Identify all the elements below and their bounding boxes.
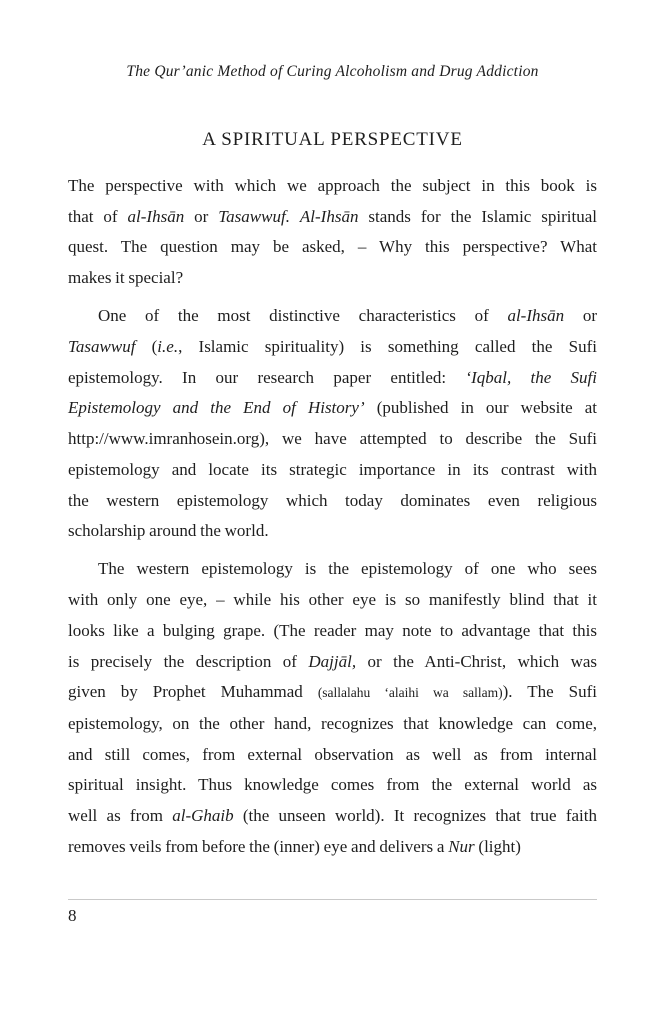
italic-text: al-Ghaib (172, 806, 234, 826)
paragraph (68, 301, 597, 547)
text-segment (290, 207, 300, 226)
text-line (68, 801, 597, 832)
text-segment: with only one eye, – while his other eye is so manifestly blind that it (68, 590, 597, 610)
text-segment: http://www.imranhosein.org), we have attempted to describe the Sufi (68, 429, 597, 449)
text-line (68, 554, 597, 585)
text-line (68, 647, 597, 678)
text-line (68, 585, 597, 616)
text-line (68, 770, 597, 801)
text-line (68, 263, 597, 294)
paragraph (68, 171, 597, 294)
italic-text: Tasawwuf. (218, 206, 290, 226)
text-segment: that of (68, 206, 128, 226)
text-segment: , Islamic spirituality) is something called the Sufi (178, 337, 597, 357)
text-line (68, 516, 597, 547)
text-segment: epistemology and locate its strategic importance in its contrast with (68, 459, 597, 479)
text-line (68, 486, 597, 517)
text-line (68, 171, 597, 202)
italic-text: Dajjāl, (308, 651, 357, 671)
italic-text: al-Ihsān (127, 206, 185, 226)
text-segment: (the unseen world). It recognizes that true faith (233, 806, 597, 826)
text-segment: The perspective with which we approach the subject in this book is (68, 176, 597, 195)
text-segment: is precisely the description of (68, 651, 309, 671)
page-footer (68, 899, 597, 927)
text-line (68, 740, 597, 771)
paragraph (68, 554, 597, 862)
running-header: The Qur’anic Method of Curing Alcoholism and Drug Addiction (126, 63, 539, 80)
text-line (68, 332, 597, 363)
text-segment: stands for the Islamic spiritual (358, 206, 598, 226)
small-text: (sallalahu ‘alaihi wa sallam) (317, 685, 503, 701)
text-segment: ). The Sufi (502, 682, 597, 702)
text-segment: scholarship around the world. (68, 521, 269, 541)
text-line (68, 301, 597, 332)
text-segment: removes veils from before the (inner) eye and delivers a (68, 836, 449, 856)
italic-text: i.e. (157, 337, 179, 357)
text-segment: One of the most distinctive characteristics of (98, 306, 508, 326)
text-segment: (light) (474, 836, 521, 856)
text-line (68, 709, 597, 740)
text-line (68, 424, 597, 455)
text-segment: (published in our website at (364, 398, 597, 418)
italic-text: Epistemology and the End of History’ (68, 398, 365, 418)
text-line (68, 393, 597, 424)
text-segment: ( (135, 337, 158, 357)
text-segment: or the Anti-Christ, which was (356, 651, 598, 671)
text-segment: quest. The question may be asked, – Why this perspective? What (68, 237, 597, 257)
footer-rule (68, 899, 597, 900)
text-segment: epistemology, on the other hand, recognizes that knowledge can come, (68, 713, 597, 733)
text-segment: the western epistemology which today dominates even religious (68, 490, 597, 510)
text-line (68, 616, 597, 647)
text-segment: The western epistemology is the epistemology of one who sees (98, 559, 597, 579)
text-line (68, 832, 597, 863)
page-number: 8 (68, 906, 77, 926)
text-line (68, 455, 597, 486)
text-line (68, 232, 597, 263)
italic-text: ‘Iqbal, the Sufi (465, 367, 597, 387)
text-segment: epistemology. In our research paper entitled: (68, 367, 466, 387)
italic-text: al-Ihsān (507, 306, 565, 326)
text-segment: or (184, 206, 219, 226)
section-title: A SPIRITUAL PERSPECTIVE (202, 129, 463, 150)
italic-text: Tasawwuf (68, 337, 136, 357)
text-segment: and still comes, from external observation as well as from internal (68, 744, 597, 764)
text-line (68, 677, 597, 709)
text-segment: or (564, 306, 597, 326)
text-segment: spiritual insight. Thus knowledge comes from the external world as (68, 775, 597, 795)
text-segment: given by Prophet Muhammad (68, 682, 318, 702)
body-text (68, 171, 597, 862)
text-segment: looks like a bulging grape. (The reader may note to advantage that this (68, 620, 597, 640)
text-segment: well as from (68, 806, 173, 826)
text-line (68, 363, 597, 394)
italic-text: Nur (448, 836, 475, 856)
text-line (68, 202, 597, 233)
italic-text: Al-Ihsān (299, 206, 359, 226)
text-segment: makes it special? (68, 268, 184, 288)
